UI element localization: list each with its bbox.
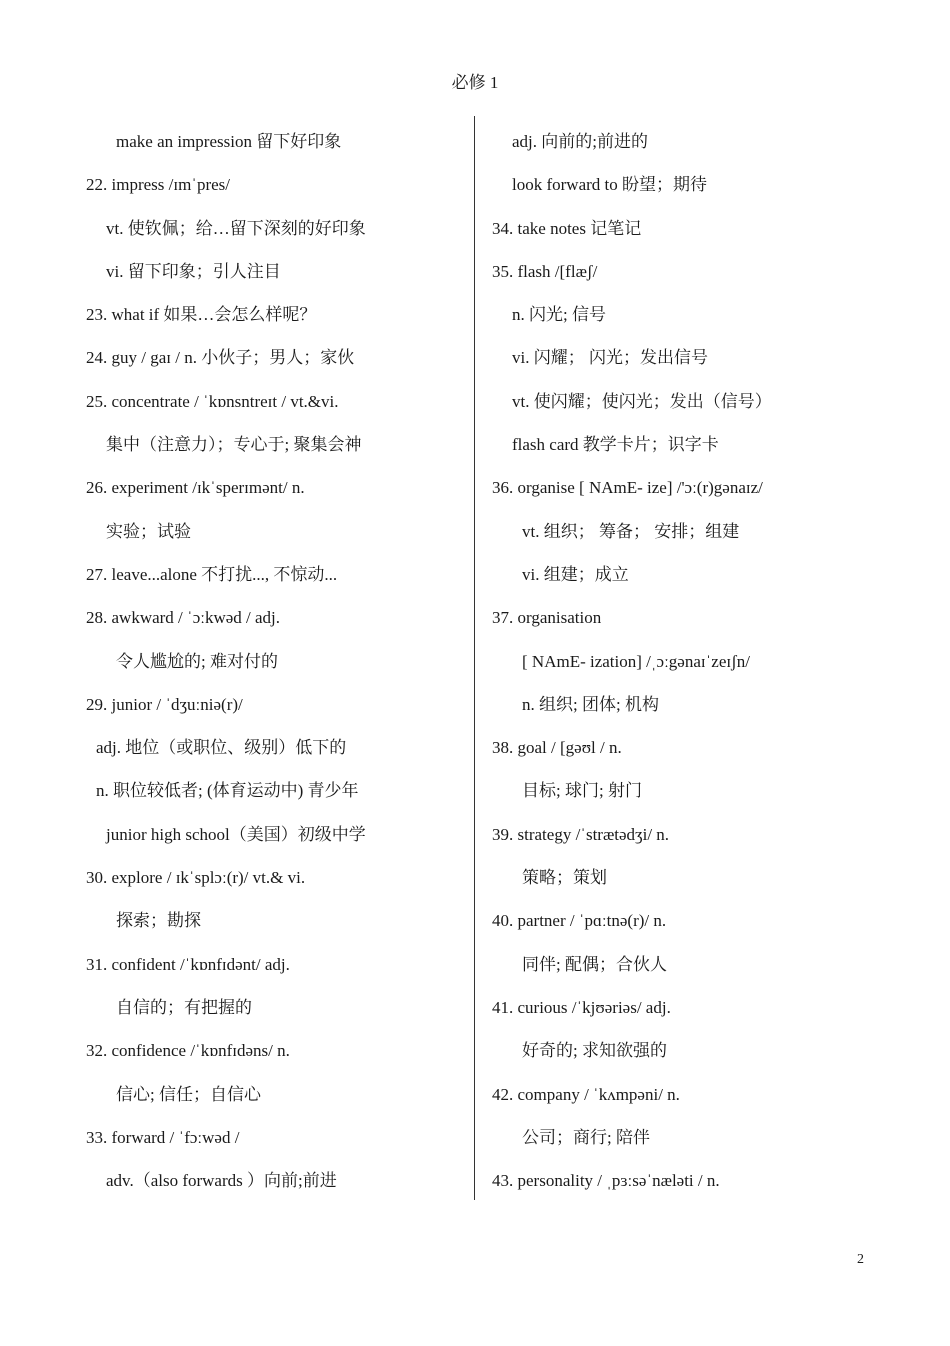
vocab-entry: 24. guy / gaɪ / n. 小伙子；男人；家伙 <box>86 348 355 368</box>
vocab-definition: adj. 地位（或职位、级别）低下的 <box>96 738 347 758</box>
vocab-entry: 29. junior / ˈdʒuːniə(r)/ <box>86 694 243 714</box>
vocab-definition: n. 闪光; 信号 <box>512 305 606 325</box>
right-column <box>492 120 912 1202</box>
vocab-entry: 41. curious /ˈkjʊəriəs/ adj. <box>492 997 671 1017</box>
vocab-definition: 目标; 球门; 射门 <box>522 781 642 801</box>
vocab-entry: 40. partner / ˈpɑːtnə(r)/ n. <box>492 911 667 931</box>
vocab-entry: 31. confident /ˈkɒnfɪdənt/ adj. <box>86 954 290 974</box>
vocab-entry: 28. awkward / ˈɔːkwəd / adj. <box>86 608 281 628</box>
vocab-entry: 32. confidence /ˈkɒnfɪdəns/ n. <box>86 1041 290 1061</box>
vocab-entry: 26. experiment /ɪkˈsperɪmənt/ n. <box>86 478 305 498</box>
vocab-definition: 令人尴尬的; 难对付的 <box>116 651 278 671</box>
page-header: 必修 1 <box>451 73 499 92</box>
vocab-entry: 43. personality / ˌpɜːsəˈnæləti / n. <box>492 1171 720 1191</box>
vocab-definition: 好奇的; 求知欲强的 <box>522 1041 667 1061</box>
vocab-definition: 探索；勘探 <box>116 911 201 931</box>
vocab-entry: 38. goal / [gəʊl / n. <box>492 738 622 758</box>
vocab-definition: 自信的；有把握的 <box>116 997 252 1017</box>
vocab-entry: 42. company / ˈkʌmpəni/ n. <box>492 1084 680 1104</box>
vocab-definition: adv.（also forwards ）向前;前进 <box>106 1171 337 1191</box>
vocab-entry: 23. what if 如果…会怎么样呢？ <box>86 305 317 325</box>
vocab-entry: 30. explore / ɪkˈsplɔː(r)/ vt.& vi. <box>86 868 306 888</box>
vocab-definition: vi. 闪耀； 闪光；发出信号 <box>512 348 708 368</box>
vocab-entry: 33. forward / ˈfɔːwəd / <box>86 1127 240 1147</box>
vocab-entry: 27. leave...alone 不打扰..., 不惊动... <box>86 564 338 584</box>
column-divider <box>474 116 475 1200</box>
vocab-definition: vi. 组建；成立 <box>522 564 629 584</box>
vocab-pronunciation: [ NAmE- ization] /ˌɔːgənaɪˈzeɪʃn/ <box>522 651 750 671</box>
left-column <box>86 120 466 1202</box>
vocab-line: make an impression 留下好印象 <box>116 132 342 151</box>
vocab-entry: 22. impress /ɪmˈpres/ <box>86 175 231 195</box>
vocab-definition: adj. 向前的;前进的 <box>512 132 648 151</box>
vocab-definition: 实验；试验 <box>106 521 191 541</box>
vocab-definition: 集中（注意力）；专心于; 聚集会神 <box>106 435 362 455</box>
vocab-phrase: look forward to 盼望；期待 <box>512 175 708 195</box>
vocab-entry: 39. strategy /ˈstrætədʒi/ n. <box>492 824 670 844</box>
vocab-entry: 35. flash /[flæʃ/ <box>492 261 598 281</box>
vocab-phrase: flash card 教学卡片；识字卡 <box>512 435 719 455</box>
vocab-definition: 策略；策划 <box>522 868 607 888</box>
vocab-definition: vt. 使闪耀；使闪光；发出（信号） <box>512 391 772 411</box>
vocab-definition: vt. 使钦佩；给…留下深刻的好印象 <box>106 218 366 238</box>
vocab-entry: 36. organise [ NAmE- ize] /'ɔː(r)gənaɪz/ <box>492 478 763 498</box>
vocab-definition: 公司；商行; 陪伴 <box>522 1127 650 1147</box>
vocab-entry: 37. organisation <box>492 608 602 628</box>
vocab-entry: 25. concentrate / ˈkɒnsntreɪt / vt.&vi. <box>86 391 339 411</box>
vocab-entry: 34. take notes 记笔记 <box>492 218 642 238</box>
page-number: 2 <box>857 1252 864 1267</box>
vocab-definition: n. 职位较低者; (体育运动中) 青少年 <box>96 781 359 801</box>
vocab-definition: vt. 组织； 筹备； 安排；组建 <box>522 521 740 541</box>
vocab-definition: n. 组织; 团体; 机构 <box>522 694 659 714</box>
vocab-phrase: junior high school（美国）初级中学 <box>106 824 366 844</box>
vocab-definition: 同伴; 配偶；合伙人 <box>522 954 667 974</box>
vocab-definition: 信心; 信任；自信心 <box>116 1084 261 1104</box>
vocab-definition: vi. 留下印象；引人注目 <box>106 261 281 281</box>
